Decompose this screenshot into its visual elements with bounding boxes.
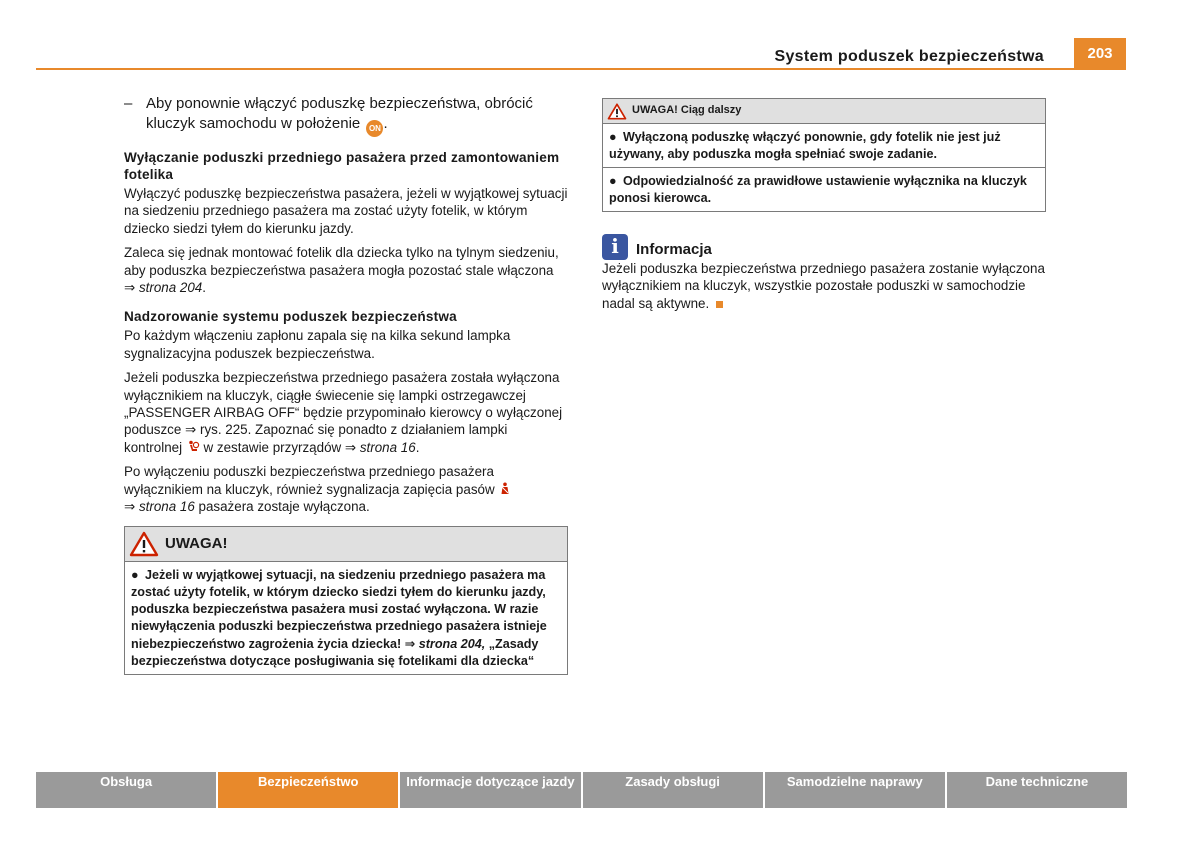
step-dash: – [124,95,133,112]
tab-samodzielne-naprawy[interactable]: Samodzielne naprawy [765,772,945,808]
info-paragraph: Jeżeli poduszka bezpieczeństwa przedniego pasażera zostanie wyłączona wyłącznikiem na kluczyk, wszystkie pozostałe poduszki w samochodzie nadal są aktywne. [602,261,1045,311]
page-reference-link[interactable]: strona 16 [138,499,195,515]
page-reference-link[interactable]: strona 16 [359,439,416,455]
step-text-before: Aby ponownie włączyć poduszkę bezpieczeństwa, obrócić kluczyk samochodu w położenie [146,95,533,132]
warning-item-text: Odpowiedzialność za prawidłowe ustawienie wyłącznika na kluczyk ponosi kierowca. [609,174,1027,205]
bullet: ● [609,130,617,144]
page-reference-link[interactable]: strona 204 [138,280,203,296]
paragraph-text: Zaleca się jednak montować fotelik dla dziecka tylko na tylnym siedzeniu, aby poduszka bezpieczeństwa pasażera mogła pozostać stale włączona ⇒ [124,245,559,296]
tab-obsluga[interactable]: Obsługa [36,772,216,808]
bullet: ● [609,174,617,188]
warning-body [125,562,567,675]
paragraph-text: w zestawie przyrządów ⇒ [199,439,360,455]
section-end-square-icon [716,301,723,308]
warning-item-text: Wyłączoną poduszkę włączyć ponownie, gdy fotelik nie jest już używany, aby poduszka mogła spełniać swoje zadanie. [609,130,1001,161]
seatbelt-lamp-icon [498,482,512,496]
page-number: 203 [1074,38,1126,69]
warning-continued-header [603,99,1045,124]
paragraph: Po każdym włączeniu zapłonu zapala się na kilka sekund lampka sygnalizacyjna poduszek bezpieczeństwa. [124,328,511,361]
tab-dane-techniczne[interactable]: Dane techniczne [947,772,1127,808]
warning-triangle-icon [607,103,627,120]
tab-informacje-dotyczace-jazdy[interactable]: Informacje dotyczące jazdy [400,772,580,808]
right-column [602,98,1046,319]
paragraph-end: . [202,280,206,296]
page-reference-link[interactable]: strona 204, [418,636,486,651]
paragraph-text: Jeżeli poduszka bezpieczeństwa przedniego pasażera została wyłączona wyłącznikiem na kluczyk, ciągłe świecenie się lampki ostrzegawczej „PASSENGER AIRBAG OFF“ będzie przypominało kierowcy o wyłączonej poduszce ⇒ rys. 225. Zapoznać się ponadto z działaniem lampki kontrolnej [124,370,563,455]
step-text-after: . [383,115,388,132]
warning-title: UWAGA! [165,534,228,552]
paragraph-text: Po wyłączeniu poduszki bezpieczeństwa przedniego pasażera wyłącznikiem na kluczyk, również sygnalizacja zapięcia pasów [124,464,495,497]
paragraph [124,244,568,296]
paragraph-end: pasażera zostaje wyłączona. [194,499,370,515]
warning-continued-title: UWAGA! Ciąg dalszy [632,104,742,117]
warning-text: Jeżeli w wyjątkowej sytuacji, na siedzeniu przedniego pasażera ma zostać użyty fotelik, w którym dziecko siedzi tyłem do kierunku jazdy, poduszka bezpieczeństwa pasażera musi zostać wyłączona. W razie niewyłączenia poduszki bezpieczeństwa przedniego pasażera istnieje niebezpieczeństwo zagrożenia życia dziecka! ⇒ [131,567,547,651]
info-icon: i [602,234,628,260]
warning-box [124,526,568,676]
paragraph-text: ⇒ [124,499,139,515]
airbag-warning-lamp-icon [186,440,200,454]
warning-item [603,167,1045,211]
warning-header [125,527,567,562]
warning-triangle-icon [129,531,159,557]
paragraph: Wyłączyć poduszkę bezpieczeństwa pasażera, jeżeli w wyjątkowej sytuacji na siedzeniu przedniego pasażera ma zostać użyty fotelik, w którym dziecko siedzi tyłem do kierunku jazdy. [124,186,568,236]
ignition-on-icon: ON [366,120,383,137]
info-text [602,260,1046,312]
bullet: ● [131,567,139,582]
info-title: Informacja [636,241,712,259]
step-item [124,94,568,137]
warning-continued-box [602,98,1046,212]
tab-zasady-obslugi[interactable]: Zasady obsługi [583,772,763,808]
paragraph [124,369,568,456]
page-title: System poduszek bezpieczeństwa [774,48,1044,65]
warning-item [603,124,1045,167]
info-header [602,234,1046,260]
header-rule [36,68,1126,70]
section-heading-monitoring: Nadzorowanie systemu poduszek bezpieczeństwa [124,309,457,325]
tab-bezpieczenstwo[interactable]: Bezpieczeństwo [218,772,398,808]
left-column [124,94,568,675]
warning-text: „Zasady bezpieczeństwa dotyczące posługiwania się fotelikami dla dziecka“ [131,636,539,668]
chapter-navigation [36,772,1127,808]
paragraph-end: . [415,439,420,455]
paragraph [124,463,568,515]
step-text [146,94,568,137]
section-heading-deactivation: Wyłączanie poduszki przedniego pasażera przed zamontowaniem fotelika [124,150,560,182]
